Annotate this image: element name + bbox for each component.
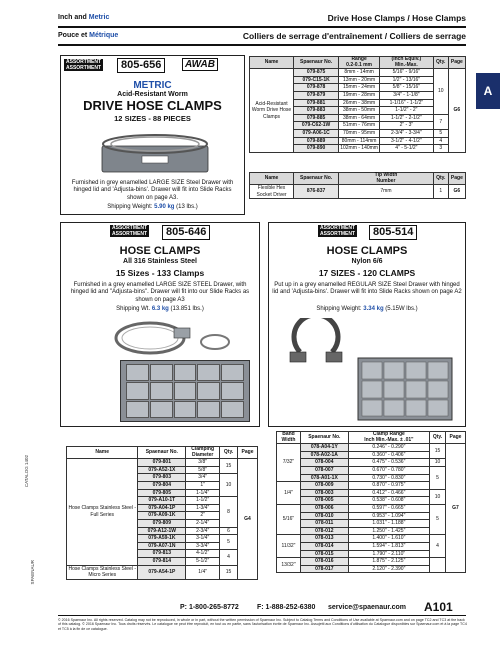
spaenaur-number: 079-885 <box>294 114 339 122</box>
col-header: (Inch Equiv.) Min.-Max. <box>380 57 434 69</box>
spaenaur-number: 078-016 <box>300 558 348 566</box>
col-header: Name <box>250 57 294 69</box>
clamping-diameter: 2-3/4" <box>186 527 220 535</box>
table-row <box>277 504 466 512</box>
col-header: Page <box>448 57 465 69</box>
header-title-en: Drive Hose Clamps / Hose Clamps <box>327 13 466 23</box>
range-mm: 51mm - 76mm <box>339 122 380 130</box>
clamp-illustration <box>80 318 250 358</box>
spaenaur-number: 078-004 <box>300 459 348 467</box>
box-description: Furnished in grey enamelled LARGE SIZE Steel Drawer with hinged lid and 'Adjusta-bins'. Drawer will fit into Slide Racks shown on page A3. <box>71 180 234 201</box>
assortment-tag: ASSORTMENT ASSORTMENT <box>320 225 355 237</box>
range-inch: 4" - 5-1/2" <box>380 145 434 153</box>
clamping-diameter: 5/8" <box>186 466 220 474</box>
clamping-diameter: 3/8" <box>186 459 220 467</box>
qty-cell: 15 <box>430 444 446 459</box>
table-row <box>250 69 466 77</box>
col-header: Qty. <box>430 432 446 444</box>
page-cell: G4 <box>238 459 258 580</box>
box-title: HOSE CLAMPS <box>326 245 408 257</box>
spaenaur-number: 079-A09-1K <box>138 512 186 520</box>
spaenaur-number: 078-007 <box>300 466 348 474</box>
range-mm: 19mm - 28mm <box>339 91 380 99</box>
range-inch: 3/4" - 1-1/8" <box>380 91 434 99</box>
table-cell: 876-837 <box>294 185 339 199</box>
col-header: Band Width <box>277 432 301 444</box>
col-header: Clamp Range Inch Min.-Max. ± .01" <box>348 432 429 444</box>
product-name-cell: Acid-Resistant Worm Drive Hose Clamps <box>250 69 294 153</box>
clamping-diameter: 2" <box>186 512 220 520</box>
shipping-weight: Shipping Wt. 6.3 kg (13.851 lbs.) <box>116 306 204 312</box>
spaenaur-number: 078-A04-1Y <box>300 444 348 452</box>
spaenaur-number: 079-A10-1T <box>138 497 186 505</box>
table-row <box>277 558 466 566</box>
qty-cell: 15 <box>220 565 238 579</box>
qty-cell: 8 <box>220 497 238 527</box>
table-row <box>277 466 466 474</box>
header-title-fr: Colliers de serrage d'entraînement / Colliers de serrage <box>242 31 466 41</box>
spaenaur-number: 078-009 <box>300 482 348 490</box>
col-header: Name <box>67 447 138 459</box>
clamp-range: 1.250" - 1.425" <box>348 527 429 535</box>
table-row <box>277 444 466 452</box>
col-header: Clamping Diameter <box>186 447 220 459</box>
spaenaur-number: 078-014 <box>300 542 348 550</box>
spaenaur-number: 078-A01-1X <box>300 474 348 482</box>
assortment-number: 805-656 <box>117 58 165 73</box>
clamp-range: 0.475" - 0.536" <box>348 459 429 467</box>
box-title: HOSE CLAMPS <box>119 245 201 257</box>
table-header-row <box>277 432 466 444</box>
qty-cell <box>430 558 446 573</box>
spaenaur-number: 078-013 <box>300 535 348 543</box>
qty-cell: 10 <box>430 459 446 467</box>
range-mm: 15mm - 24mm <box>339 84 380 92</box>
qty-cell: 3 <box>433 145 448 153</box>
clamp-range: 0.538" - 0.608" <box>348 497 429 505</box>
clamping-diameter: 5-1/2" <box>186 557 220 565</box>
band-width-cell: 11/32" <box>277 535 301 558</box>
spaenaur-number: 079-805 <box>138 489 186 497</box>
col-header: Name <box>250 173 294 185</box>
col-header: Page <box>446 432 466 444</box>
spaenaur-number: 079-878 <box>294 84 339 92</box>
qty-cell: 5 <box>220 535 238 550</box>
clamp-range: 1.400" - 1.610" <box>348 535 429 543</box>
qty-cell: 5 <box>430 466 446 489</box>
table-row <box>277 489 466 497</box>
spaenaur-number: 079-803 <box>138 474 186 482</box>
col-header: Spaenaur No. <box>294 173 339 185</box>
header-left-1: Inch and Metric <box>58 14 110 21</box>
range-inch: 1/2" - 13/16" <box>380 76 434 84</box>
clamp-range: 1.875" - 2.125" <box>348 558 429 566</box>
qty-cell: 10 <box>220 474 238 497</box>
header-rule <box>58 44 466 46</box>
clamping-diameter: 3-3/4" <box>186 542 220 550</box>
clamp-range: 0.412" - 0.466" <box>348 489 429 497</box>
spaenaur-number: 079-A52-1X <box>138 466 186 474</box>
subtitle-metric: METRIC <box>133 80 172 91</box>
clamp-range: 0.360" - 0.406" <box>348 451 429 459</box>
clamping-diameter: 1-3/4" <box>186 504 220 512</box>
section-tab[interactable]: A <box>476 73 500 109</box>
band-width-cell: 13/32" <box>277 558 301 573</box>
spaenaur-number: 079-A59-1K <box>138 535 186 543</box>
qty-cell: 10 <box>430 489 446 504</box>
range-inch: 3-1/2" - 4-1/2" <box>380 137 434 145</box>
table-row <box>250 185 466 199</box>
range-mm: 38mm - 64mm <box>339 114 380 122</box>
range-inch: 5/16" - 9/16" <box>380 69 434 77</box>
spaenaur-number: 078-010 <box>300 512 348 520</box>
spaenaur-number: 078-012 <box>300 527 348 535</box>
range-inch: 2-3/4" - 3-3/4" <box>380 129 434 137</box>
footer-phone: P: 1-800-265-8772 <box>180 604 239 611</box>
col-header: Qty. <box>433 173 448 185</box>
range-inch: 1-1/16" - 1-1/2" <box>380 99 434 107</box>
clamp-range: 0.246" - 0.290" <box>348 444 429 452</box>
spaenaur-number: 079-C62-1W <box>294 122 339 130</box>
clamp-range: 0.670" - 0.780" <box>348 466 429 474</box>
sizes-count: 17 SIZES - 120 CLAMPS <box>318 268 416 278</box>
table-driver <box>249 172 466 199</box>
spaenaur-number: 079-A07-1N <box>138 542 186 550</box>
spaenaur-number: 079-804 <box>138 481 186 489</box>
qty-cell: 4 <box>430 535 446 558</box>
sizes-count: 15 Sizes - 133 Clamps <box>115 268 205 278</box>
table-row <box>277 459 466 467</box>
clamping-diameter: 1-1/4" <box>186 489 220 497</box>
col-header: Range 0.2-0.1 mm <box>339 57 380 69</box>
spaenaur-number: 079-814 <box>138 557 186 565</box>
subtitle: Nylon 6/6 <box>351 258 383 265</box>
col-header: Spaenaur No. <box>138 447 186 459</box>
product-name-cell: Hose Clamps Stainless Steel - Full Series <box>67 459 138 565</box>
spaenaur-number: 078-017 <box>300 565 348 573</box>
box-title: DRIVE HOSE CLAMPS <box>83 98 222 113</box>
clamp-range: 0.730" - 0.830" <box>348 474 429 482</box>
range-mm: 26mm - 38mm <box>339 99 380 107</box>
qty-cell: 5 <box>430 504 446 534</box>
clamp-range: 1.790" - 2.110" <box>348 550 429 558</box>
clamp-range: 0.870" - 0.975" <box>348 482 429 490</box>
page-cell: G7 <box>446 444 466 573</box>
spaenaur-number: 078-003 <box>300 489 348 497</box>
box-description: Furnished in a grey enamelled LARGE SIZE STEEL Drawer, with hinged lid and "Adjusta-bins". Drawer will fit into our Slide Racks as shown on page A3 <box>70 282 250 303</box>
col-header: Qty. <box>220 447 238 459</box>
clamp-range: 0.597" - 0.665" <box>348 504 429 512</box>
spaenaur-number: 079-801 <box>138 459 186 467</box>
clamping-diameter: 4-1/2" <box>186 550 220 558</box>
spaenaur-number: 079-875 <box>294 69 339 77</box>
spaenaur-number: 079-813 <box>138 550 186 558</box>
range-inch: 1-1/2" - 2-1/2" <box>380 114 434 122</box>
col-header: Tip Width Number <box>339 173 434 185</box>
clamping-diameter: 1" <box>186 481 220 489</box>
spaenaur-number: 078-005 <box>300 497 348 505</box>
range-mm: 80mm - 114mm <box>339 137 380 145</box>
clamp-range: 1.031" - 1.188" <box>348 520 429 528</box>
assortment-number: 805-646 <box>162 225 210 240</box>
spaenaur-number: 079-881 <box>294 99 339 107</box>
spaenaur-number: 079-889 <box>294 137 339 145</box>
table-header-row <box>250 173 466 185</box>
range-inch: 1-1/2" - 2" <box>380 107 434 115</box>
range-mm: 38mm - 50mm <box>339 107 380 115</box>
qty-cell: 6 <box>220 527 238 535</box>
spaenaur-number: 079-883 <box>294 107 339 115</box>
box-description: Put up in a grey enamelled REGULAR SIZE Steel Drawer with hinged lid and 'Adjusta-bins'. Drawer will fit into Slide Racks shown on page A2 <box>272 282 462 296</box>
clamping-diameter: 3/4" <box>186 474 220 482</box>
qty-cell: 7 <box>433 114 448 129</box>
qty-cell: 15 <box>220 459 238 474</box>
footer-fax: F: 1-888-252-6380 <box>257 604 316 611</box>
qty-cell: 4 <box>220 550 238 565</box>
sizes-count: 12 SIZES - 88 PIECES <box>114 114 191 123</box>
band-width-cell: 5/16" <box>277 504 301 534</box>
qty-cell: 10 <box>433 69 448 115</box>
clamping-diameter: 1/4" <box>186 565 220 579</box>
table-row <box>67 565 258 579</box>
drawer-bins <box>126 364 244 418</box>
brand-logo: AWAB <box>182 58 218 71</box>
header-left-2: Pouce et Métrique <box>58 32 119 39</box>
spaenaur-number: 079-879 <box>294 91 339 99</box>
spaenaur-number: 078-A02-1A <box>300 451 348 459</box>
range-mm: 8mm - 14mm <box>339 69 380 77</box>
product-name-cell: Hose Clamps Stainless Steel - Micro Series <box>68 565 136 579</box>
clamping-diameter: 2-1/4" <box>186 519 220 527</box>
spaenaur-number: 078-011 <box>300 520 348 528</box>
drawer-illustration <box>90 126 220 178</box>
assortment-number: 805-514 <box>369 225 417 240</box>
band-width-cell: 1/4" <box>277 482 301 505</box>
page-cell: G6 <box>448 69 465 153</box>
spaenaur-number: 079-A06-1C <box>294 129 339 137</box>
range-inch: 5/8" - 15/16" <box>380 84 434 92</box>
clamping-diameter: 1-1/2" <box>186 497 220 505</box>
table-805-656 <box>249 56 466 153</box>
footer-email[interactable]: service@spaenaur.com <box>328 604 407 611</box>
col-header: Spaenaur No. <box>300 432 348 444</box>
table-cell: 7mm <box>339 185 434 199</box>
band-width-cell: 7/32" <box>277 444 301 482</box>
range-mm: 102mm - 140mm <box>340 145 378 152</box>
table-cell: Flexible Hex Socket Driver <box>250 185 294 199</box>
shipping-weight: Shipping Weight: 5.90 kg (13 lbs.) <box>107 204 198 210</box>
subtitle: All 316 Stainless Steel <box>123 258 197 265</box>
qty-cell: 4 <box>433 137 448 145</box>
table-header-row <box>250 57 466 69</box>
col-header: Page <box>448 173 465 185</box>
clamping-diameter: 3-1/4" <box>186 535 220 543</box>
shipping-weight: Shipping Weight: 3.34 kg (5.15W lbs.) <box>316 306 418 312</box>
spaenaur-number: 079-A04-1P <box>138 504 186 512</box>
page-number: A101 <box>424 600 453 614</box>
side-catalog-code: CATALOG 1402 <box>24 455 29 488</box>
table-805-514 <box>276 431 466 573</box>
range-inch: 2" - 3" <box>380 122 434 130</box>
clamp-range: 1.594" - 1.813" <box>348 542 429 550</box>
assortment-tag: ASSORTMENT ASSORTMENT <box>66 59 101 71</box>
spaenaur-number: 079-A12-1W <box>138 527 186 535</box>
spaenaur-number: 079-C15-1K <box>294 76 339 84</box>
footer-rule <box>58 615 466 616</box>
spaenaur-number: 078-015 <box>300 550 348 558</box>
header-rule <box>58 26 466 28</box>
table-row <box>277 535 466 543</box>
clamp-range: 2.120" - 2.390" <box>348 565 429 573</box>
table-cell: G6 <box>448 185 465 199</box>
col-header: Qty. <box>433 57 448 69</box>
range-mm: 13mm - 20mm <box>339 76 380 84</box>
spaenaur-number: 078-006 <box>300 504 348 512</box>
clamp-drawer-illustration <box>280 318 460 426</box>
copyright-notice: © 2016 Spaenaur Inc. All rights reserved. Catalog may not be reproduced, in whole or in part, without the written permission of Spaenaur Inc. Subject to Catalog Terms and Conditions of Use available at Spaenaur.com and on page TC2 and TC3 at the back of this catalog. © 2016 Spaenaur Inc. Tous droits réservés. Le catalogue ne peut être reproduit, en tout ou en partie, sans l'autorisation écrite de Spaenaur Inc. Assujetti aux Conditions d'utilisation du Catalogue disponibles sur Spaenaur.com et à la page TC4 et TC5 à la fin de ce catalogue. <box>58 618 467 631</box>
col-header: Spaenaur No. <box>294 57 339 69</box>
spaenaur-number: 079-890 <box>294 145 339 153</box>
spaenaur-number: 079-A54-1P <box>138 565 186 579</box>
qty-cell: 5 <box>433 129 448 137</box>
subtitle: Acid-Resistant Worm <box>117 91 188 98</box>
table-header-row <box>67 447 258 459</box>
side-brand: SPAENAUR <box>30 560 35 585</box>
table-cell: 1 <box>433 185 448 199</box>
col-header: Page <box>238 447 258 459</box>
table-805-646 <box>66 446 258 580</box>
spaenaur-number: 079-809 <box>138 519 186 527</box>
range-mm: 70mm - 95mm <box>339 129 380 137</box>
assortment-tag: ASSORTMENT ASSORTMENT <box>112 225 147 237</box>
clamp-range: 0.953" - 1.094" <box>348 512 429 520</box>
table-row <box>67 459 258 467</box>
